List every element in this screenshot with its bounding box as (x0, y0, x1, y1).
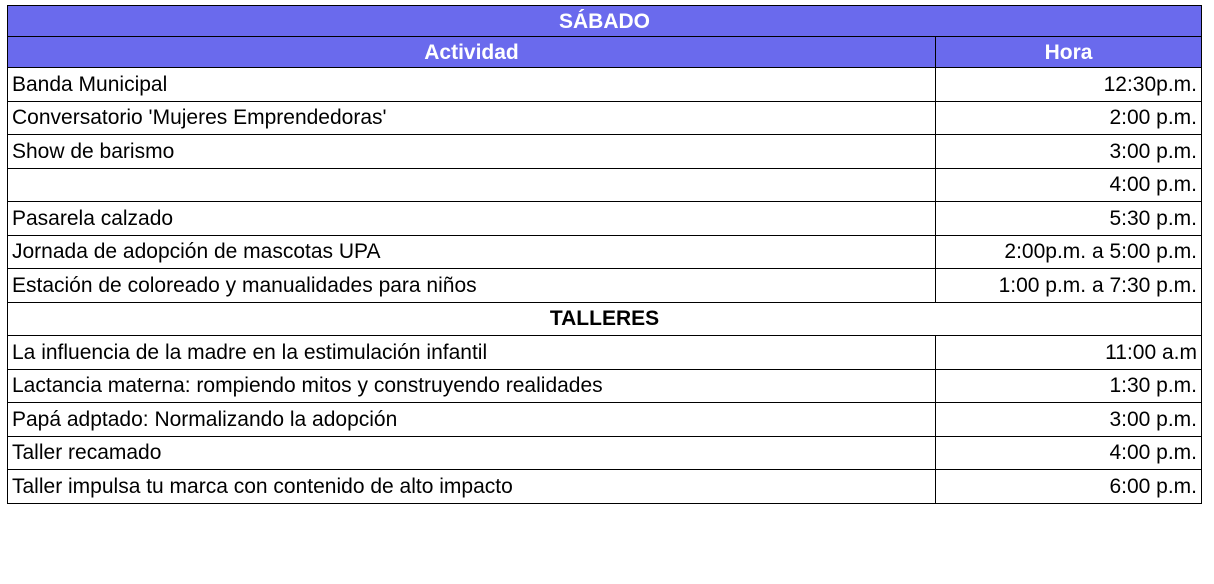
activity-cell[interactable]: Jornada de adopción de mascotas UPA (8, 235, 936, 269)
time-cell[interactable]: 4:00 p.m. (936, 168, 1202, 202)
time-cell[interactable]: 1:00 p.m. a 7:30 p.m. (936, 269, 1202, 303)
time-cell[interactable]: 2:00 p.m. (936, 101, 1202, 135)
time-column-header[interactable]: Hora (936, 37, 1202, 68)
time-cell[interactable]: 3:00 p.m. (936, 403, 1202, 437)
activity-cell[interactable] (8, 168, 936, 202)
activity-cell[interactable]: Banda Municipal (8, 68, 936, 102)
time-cell[interactable]: 12:30p.m. (936, 68, 1202, 102)
activity-cell[interactable]: Lactancia materna: rompiendo mitos y construyendo realidades (8, 369, 936, 403)
activity-column-header[interactable]: Actividad (8, 37, 936, 68)
time-cell[interactable]: 11:00 a.m (936, 336, 1202, 370)
table-row (8, 168, 1202, 202)
activity-cell[interactable]: Papá adptado: Normalizando la adopción (8, 403, 936, 437)
table-row (8, 436, 1202, 470)
activity-cell[interactable]: Estación de coloreado y manualidades para niños (8, 269, 936, 303)
title-row (8, 6, 1202, 37)
time-cell[interactable]: 2:00p.m. a 5:00 p.m. (936, 235, 1202, 269)
table-row (8, 369, 1202, 403)
schedule-sheet (7, 5, 1201, 504)
activity-cell[interactable]: Show de barismo (8, 135, 936, 169)
time-cell[interactable]: 6:00 p.m. (936, 470, 1202, 504)
activity-cell[interactable]: Taller recamado (8, 436, 936, 470)
activity-cell[interactable]: La influencia de la madre en la estimulación infantil (8, 336, 936, 370)
section-row (8, 302, 1202, 336)
table-row (8, 202, 1202, 236)
schedule-table (7, 5, 1202, 504)
table-row (8, 68, 1202, 102)
column-header-row (8, 37, 1202, 68)
table-row (8, 336, 1202, 370)
table-row (8, 269, 1202, 303)
day-title[interactable]: SÁBADO (8, 6, 1202, 37)
time-cell[interactable]: 1:30 p.m. (936, 369, 1202, 403)
time-cell[interactable]: 5:30 p.m. (936, 202, 1202, 236)
table-row (8, 101, 1202, 135)
table-row (8, 470, 1202, 504)
activity-cell[interactable]: Pasarela calzado (8, 202, 936, 236)
activity-cell[interactable]: Conversatorio 'Mujeres Emprendedoras' (8, 101, 936, 135)
table-row (8, 235, 1202, 269)
time-cell[interactable]: 3:00 p.m. (936, 135, 1202, 169)
time-cell[interactable]: 4:00 p.m. (936, 436, 1202, 470)
table-row (8, 135, 1202, 169)
workshops-section-title[interactable]: TALLERES (8, 302, 1202, 336)
table-row (8, 403, 1202, 437)
activity-cell[interactable]: Taller impulsa tu marca con contenido de alto impacto (8, 470, 936, 504)
